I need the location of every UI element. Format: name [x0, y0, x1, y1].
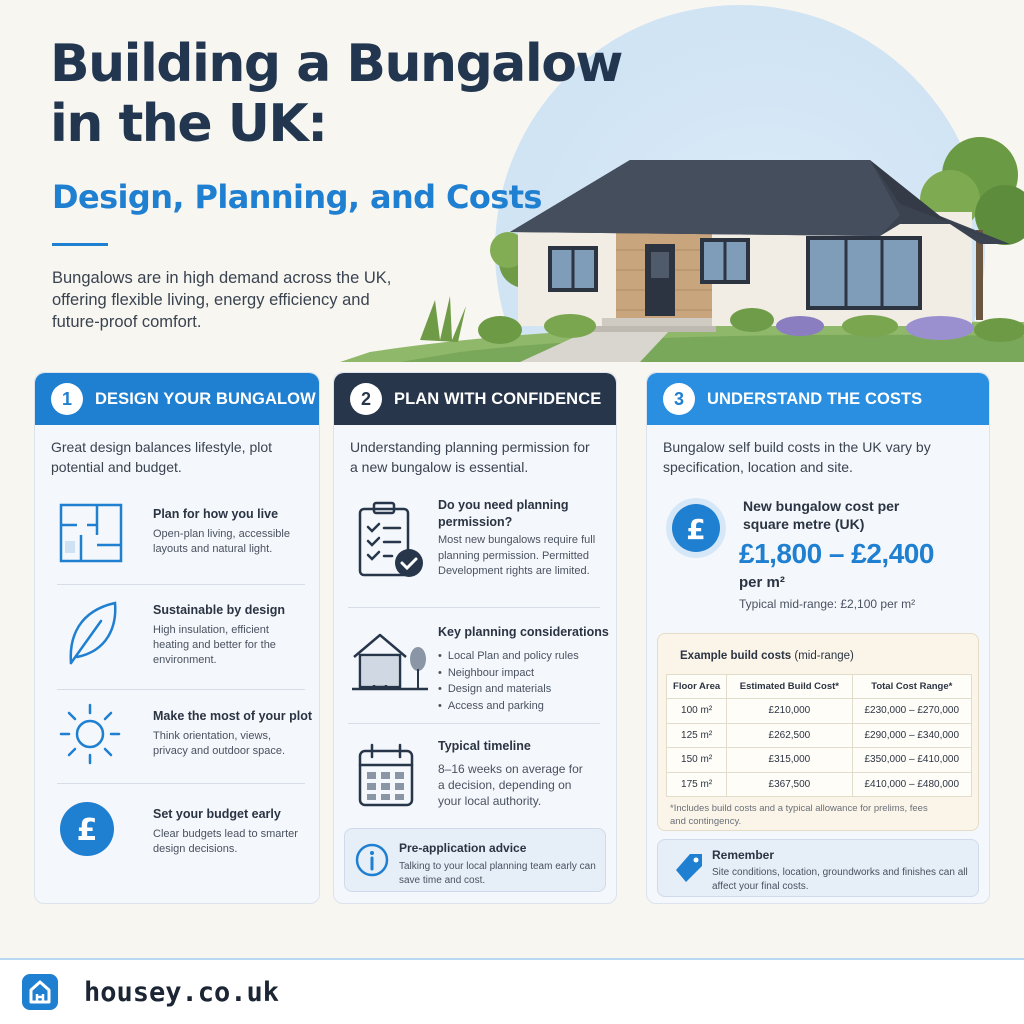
item-text: Think orientation, views, privacy and outdoor space.: [153, 730, 286, 757]
item-text: Open-plan living, accessible layouts and natural light.: [153, 528, 290, 555]
page-subtitle: Design, Planning, and Costs: [52, 178, 542, 216]
remember-title: Remember: [712, 848, 775, 862]
pre-application-advice: [344, 828, 606, 892]
list-item: • Neighbour impact: [438, 665, 608, 682]
column-header: Estimated Build Cost*: [727, 675, 852, 699]
table-row: [667, 723, 972, 748]
item-title: Set your budget early: [153, 807, 281, 821]
example-costs-panel: [657, 633, 979, 831]
title-underline: [52, 243, 108, 246]
advice-title: Pre-application advice: [399, 841, 527, 855]
item-title: Make the most of your plot: [153, 709, 313, 723]
list-item: • Local Plan and policy rules: [438, 648, 608, 665]
page-title: Building a Bungalow in the UK:: [50, 34, 622, 154]
divider: [348, 723, 600, 724]
column-header: Floor Area: [667, 675, 727, 699]
costs-table: [666, 674, 972, 797]
svg-text:£: £: [686, 513, 706, 546]
item-title: Do you need planning permission?: [438, 498, 569, 529]
table-caption: Example build costs (mid-range): [680, 650, 854, 662]
svg-text:£: £: [76, 813, 98, 848]
table-cell: 125 m²: [667, 723, 727, 748]
pound-icon: [59, 801, 115, 857]
clipboard-check-icon: [356, 501, 426, 581]
table-cell: 175 m²: [667, 772, 727, 797]
list-item: • Design and materials: [438, 681, 608, 698]
costs-card-header: [647, 373, 989, 425]
divider: [57, 783, 305, 784]
divider: [57, 689, 305, 690]
table-row: [667, 772, 972, 797]
house-logo-icon: [22, 974, 58, 1010]
design-card: [34, 372, 320, 904]
planning-card-intro: Understanding planning permission for a new bungalow is essential.: [350, 439, 590, 475]
table-cell: £367,500: [727, 772, 852, 797]
price-unit: per m²: [739, 574, 785, 591]
hero: [0, 0, 1024, 362]
mid-range-price: Typical mid-range: £2,100 per m²: [739, 597, 916, 611]
table-cell: £315,000: [727, 748, 852, 773]
item-text: High insulation, efficient heating and better for the environment.: [153, 624, 276, 666]
costs-card-intro: Bungalow self build costs in the UK vary by specification, location and site.: [663, 439, 931, 475]
divider: [348, 607, 600, 608]
item-title: Sustainable by design: [153, 603, 285, 617]
item-text: Clear budgets lead to smarter design decisions.: [153, 828, 298, 855]
site-link[interactable]: housey.co.uk: [84, 977, 280, 1008]
item-title: Key planning considerations: [438, 625, 609, 639]
table-row: [667, 748, 972, 773]
advice-text: Talking to your local planning team early can save time and cost.: [399, 861, 596, 886]
planning-card-header: [334, 373, 616, 425]
leaf-icon: [61, 597, 121, 667]
price-range: £1,800 – £2,400: [739, 538, 934, 569]
design-card-intro: Great design balances lifestyle, plot potential and budget.: [51, 439, 273, 475]
price-label: New bungalow cost per square metre (UK): [743, 498, 900, 532]
item-title: Typical timeline: [438, 739, 531, 753]
price-tag-icon: [672, 850, 706, 886]
table-cell: £210,000: [727, 699, 852, 724]
remember-box: [657, 839, 979, 897]
costs-card-title: UNDERSTAND THE COSTS: [707, 389, 923, 408]
table-cell: 100 m²: [667, 699, 727, 724]
step-number: 3: [663, 383, 695, 415]
design-card-header: [35, 373, 319, 425]
info-icon: [355, 843, 389, 877]
housey-logo[interactable]: [22, 974, 58, 1010]
considerations-list: [438, 648, 608, 714]
table-row: [667, 699, 972, 724]
step-number: 2: [350, 383, 382, 415]
step-number: 1: [51, 383, 83, 415]
table-cell: £262,500: [727, 723, 852, 748]
table-cell: £290,000 – £340,000: [852, 723, 971, 748]
planning-card-title: PLAN WITH CONFIDENCE: [394, 389, 602, 408]
table-header-row: [667, 675, 972, 699]
floor-plan-icon: [57, 501, 127, 565]
list-item: • Access and parking: [438, 698, 608, 715]
table-cell: 150 m²: [667, 748, 727, 773]
item-title: Plan for how you live: [153, 507, 279, 521]
footer: [0, 960, 1024, 1024]
item-text: 8–16 weeks on average for a decision, depending on your local authority.: [438, 762, 583, 808]
table-footnote: *Includes build costs and a typical allowance for prelims, fees and contingency.: [670, 803, 928, 827]
item-text: Most new bungalows require full planning permission. Permitted Development rights are limited.: [438, 534, 596, 577]
remember-text: Site conditions, location, groundworks and finishes can all affect your final costs.: [712, 867, 968, 892]
table-cell: £230,000 – £270,000: [852, 699, 971, 724]
column-header: Total Cost Range*: [852, 675, 971, 699]
table-cell: £410,000 – £480,000: [852, 772, 971, 797]
costs-card: [646, 372, 990, 904]
design-card-title: DESIGN YOUR BUNGALOW: [95, 389, 316, 408]
divider: [57, 584, 305, 585]
table-cell: £350,000 – £410,000: [852, 748, 971, 773]
calendar-icon: [356, 741, 416, 809]
pound-icon: [665, 497, 727, 559]
house-icon: [350, 629, 430, 693]
sun-icon: [57, 701, 123, 767]
planning-card: [333, 372, 617, 904]
intro-text: Bungalows are in high demand across the UK, offering flexible living, energy efficiency and future-proof comfort.: [52, 269, 392, 331]
